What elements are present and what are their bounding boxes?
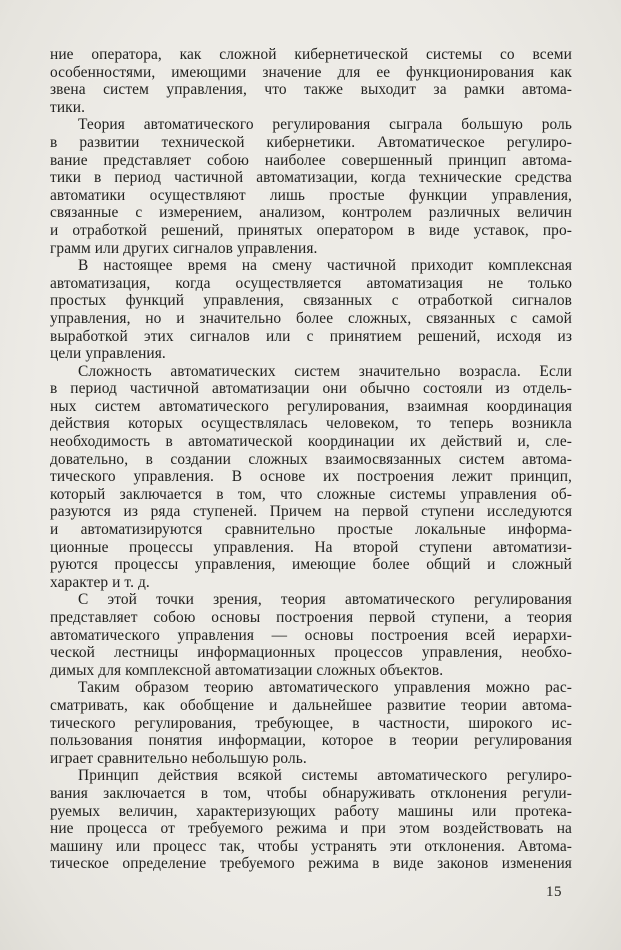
text-block bbox=[50, 46, 572, 873]
text-line: цели управления. bbox=[50, 345, 166, 363]
text-line: сматривать, как обобщение и дальнейшее развитие теории автома- bbox=[50, 696, 572, 714]
text-line: простых функций управления, связанных с отработкой сигналов bbox=[50, 292, 572, 310]
text-line: тики. bbox=[50, 98, 86, 116]
text-line: Сложность автоматических систем значительно возрасла. Если bbox=[78, 362, 572, 380]
text-line: тики в период частичной автоматизации, когда технические средства bbox=[50, 169, 572, 187]
paragraph bbox=[50, 257, 572, 363]
text-line: вания заключается в том, чтобы обнаруживать отклонения регули- bbox=[50, 784, 572, 802]
text-line: В настоящее время на смену частичной приходит комплексная bbox=[78, 257, 572, 275]
page-number: 15 bbox=[546, 884, 562, 900]
text-line: автоматики осуществляют лишь простые функции управления, bbox=[50, 186, 572, 204]
paragraph bbox=[50, 116, 572, 257]
text-line: Таким образом теорию автоматического управления можно рас- bbox=[78, 679, 572, 697]
text-line: вание представляет собою наиболее совершенный принцип автома- bbox=[50, 151, 572, 169]
paragraph bbox=[50, 679, 572, 767]
text-line: машину или процесс так, чтобы устранять эти отклонения. Автома- bbox=[50, 837, 572, 855]
text-line: ческой лестницы информационных процессов управления, необхо- bbox=[50, 644, 572, 662]
text-line: ние процесса от требуемого режима и при этом воздействовать на bbox=[50, 820, 572, 838]
text-line: действия которых осуществлялась человеком, то теперь возникла bbox=[50, 415, 572, 433]
text-line: звена систем управления, что также выходит за рамки автома- bbox=[50, 81, 572, 99]
text-line: в период частичной автоматизации они обычно состояли из отдель- bbox=[50, 380, 572, 398]
text-line: автоматизация, когда осуществляется автоматизация не только bbox=[50, 274, 572, 292]
text-line: разуются из ряда ступеней. Причем на первой ступени исследуются bbox=[50, 503, 572, 521]
text-line: автоматического управления — основы построения всей иерархи- bbox=[50, 626, 572, 644]
text-line: руемых величин, характеризующих работу машины или протека- bbox=[50, 802, 572, 820]
text-line: С этой точки зрения, теория автоматического регулирования bbox=[78, 591, 572, 609]
text-line: выработкой этих сигналов или с принятием решений, исходя из bbox=[50, 327, 572, 345]
paragraph bbox=[50, 767, 572, 873]
text-line: ных систем автоматического регулирования, взаимная координация bbox=[50, 397, 572, 415]
text-line: представляет собою основы построения первой ступени, а теория bbox=[50, 609, 572, 626]
text-line: управления, но и значительно более сложных, связанных с самой bbox=[50, 309, 572, 327]
text-line: играет сравнительно небольшую роль. bbox=[50, 749, 307, 767]
text-line: тическое определение требуемого режима в виде законов изменения bbox=[50, 855, 572, 873]
text-line: характер и т. д. bbox=[50, 573, 150, 591]
text-line: ние оператора, как сложной кибернетической системы со всеми bbox=[50, 46, 572, 63]
text-line: и отработкой решений, принятых оператором в виде уставок, про- bbox=[50, 221, 572, 239]
text-line: Принцип действия всякой системы автоматического регулиро- bbox=[78, 767, 572, 785]
text-line: Теория автоматического регулирования сыграла большую роль bbox=[78, 116, 572, 134]
text-line: ционные процессы управления. На второй ступени автоматизи- bbox=[50, 538, 572, 556]
paragraph bbox=[50, 363, 572, 592]
text-line: довательно, в создании сложных взаимосвязанных систем автома- bbox=[50, 450, 572, 468]
text-line: и автоматизируются сравнительно простые локальные информа- bbox=[50, 521, 572, 539]
text-line: особенностями, имеющими значение для ее функционирования как bbox=[50, 63, 572, 81]
text-line: в развитии технической кибернетики. Автоматическое регулиро- bbox=[50, 133, 572, 151]
text-line: тического управления. В основе их построения лежит принцип, bbox=[50, 468, 572, 486]
text-line: связанные с измерением, анализом, контролем различных величин bbox=[50, 204, 572, 222]
paragraph bbox=[50, 46, 572, 116]
text-line: который заключается в том, что сложные системы управления об- bbox=[50, 485, 572, 503]
text-line: грамм или других сигналов управления. bbox=[50, 239, 318, 257]
text-line: димых для комплексной автоматизации сложных объектов. bbox=[50, 661, 444, 679]
text-line: необходимость в автоматической координации их действий и, сле- bbox=[50, 433, 572, 451]
paragraph bbox=[50, 591, 572, 679]
text-line: тического регулирования, требующее, в частности, широкого ис- bbox=[50, 714, 572, 732]
text-line: руются процессы управления, имеющие более общий и сложный bbox=[50, 556, 572, 574]
text-line: пользования понятия информации, которое в теории регулирования bbox=[50, 732, 572, 750]
